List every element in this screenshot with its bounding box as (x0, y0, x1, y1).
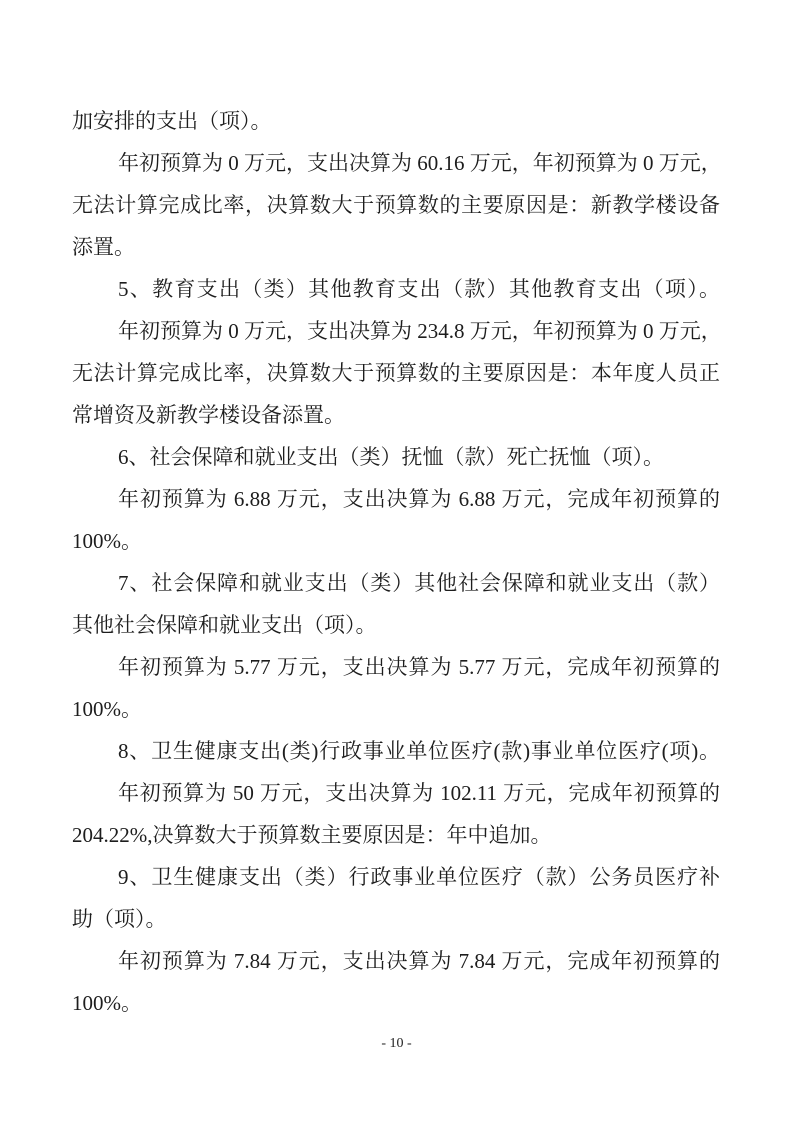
text-line: 7、社会保障和就业支出（类）其他社会保障和就业支出（款） (118, 571, 720, 595)
text-line: 年初预算为 50 万元，支出决算为 102.11 万元，完成年初预算的 (118, 781, 720, 805)
page-footer (0, 1034, 793, 1054)
paragraph (72, 268, 720, 310)
text-line: 无法计算完成比率，决算数大于预算数的主要原因是：本年度人员正 (72, 361, 720, 385)
text-line: 年初预算为 0 万元，支出决算为 60.16 万元，年初预算为 0 万元， (118, 151, 722, 175)
page-number: - 10 - (381, 1036, 412, 1051)
text-line: 6、社会保障和就业支出（类）抚恤（款）死亡抚恤（项）。 (118, 445, 664, 469)
text-line: 8、卫生健康支出(类)行政事业单位医疗(款)事业单位医疗(项)。 (118, 739, 720, 763)
text-line: 无法计算完成比率，决算数大于预算数的主要原因是：新教学楼设备 (72, 193, 720, 217)
paragraph (72, 940, 720, 1024)
paragraph (72, 310, 720, 436)
text-line: 其他社会保障和就业支出（项）。 (72, 613, 377, 637)
paragraph (72, 646, 720, 730)
paragraph (72, 142, 720, 268)
paragraph (72, 772, 720, 856)
text-line: 年初预算为 5.77 万元，支出决算为 5.77 万元，完成年初预算的 (118, 655, 720, 679)
text-line: 年初预算为 0 万元，支出决算为 234.8 万元，年初预算为 0 万元， (118, 319, 722, 343)
text-line: 5、教育支出（类）其他教育支出（款）其他教育支出（项）。 (118, 277, 720, 301)
paragraph (72, 100, 720, 142)
text-line: 9、卫生健康支出（类）行政事业单位医疗（款）公务员医疗补 (118, 865, 720, 889)
text-line: 年初预算为 7.84 万元，支出决算为 7.84 万元，完成年初预算的 (118, 949, 720, 973)
text-line: 年初预算为 6.88 万元，支出决算为 6.88 万元，完成年初预算的 (118, 487, 720, 511)
paragraph (72, 856, 720, 940)
text-line: 100%。 (72, 697, 142, 721)
text-line: 204.22%,决算数大于预算数主要原因是：年中追加。 (72, 823, 552, 847)
text-line: 添置。 (72, 235, 135, 259)
paragraph (72, 436, 720, 478)
paragraph (72, 730, 720, 772)
text-line: 100%。 (72, 529, 142, 553)
paragraph (72, 478, 720, 562)
paragraph (72, 562, 720, 646)
text-line: 助（项）。 (72, 907, 167, 931)
text-line: 100%。 (72, 991, 142, 1015)
text-line: 常增资及新教学楼设备添置。 (72, 403, 345, 427)
document-body (72, 100, 720, 1024)
text-line: 加安排的支出（项）。 (72, 109, 272, 133)
